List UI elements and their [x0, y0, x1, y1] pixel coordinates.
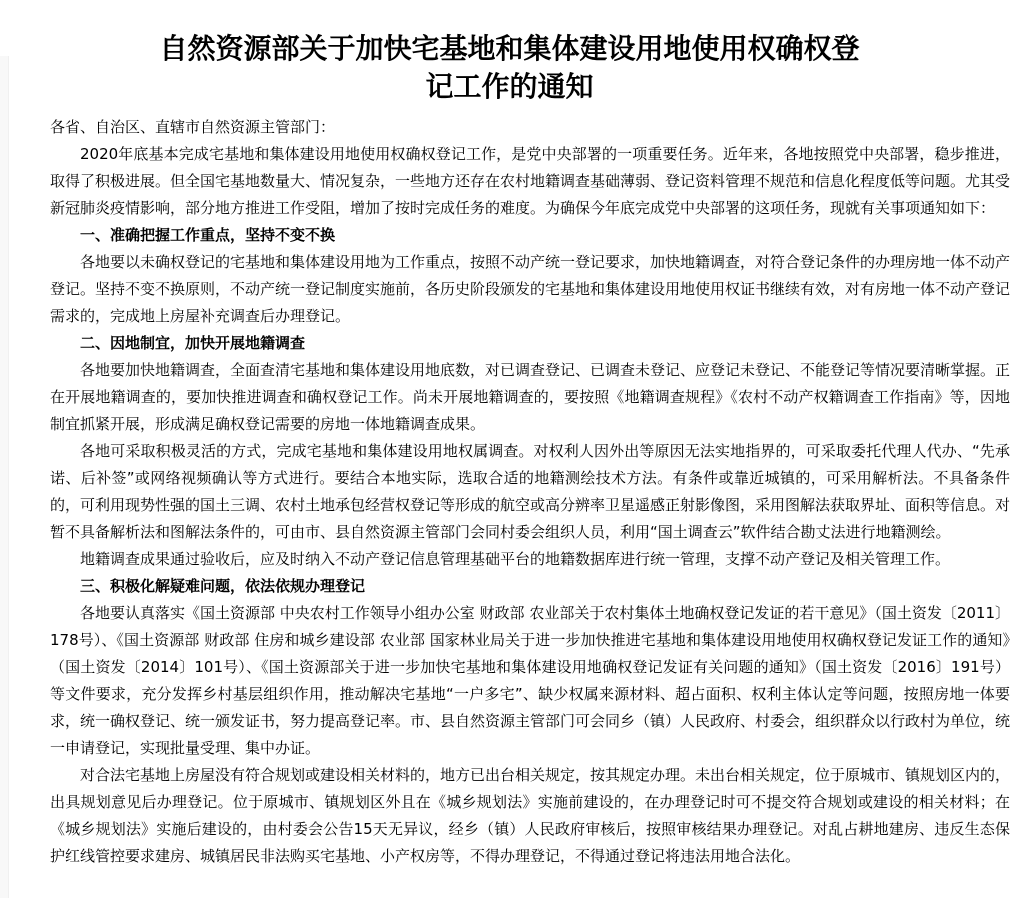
- body-paragraph: 地籍调查成果通过验收后，应及时纳入不动产登记信息管理基础平台的地籍数据库进行统一管理，支撑不动产登记及相关管理工作。: [80, 550, 951, 568]
- body-paragraph: 各地要以未确权登记的宅基地和集体建设用地为工作重点，按照不动产统一登记要求，加快地籍调查，对符合登记条件的办理房地一体不动产登记。坚持不变不换原则，不动产统一登记制度实施前，各历史阶段颁发的宅基地和集体建设用地使用权证书继续有效，对有房地一体不动产登记需求的，完成地上房屋补充调查后办理登记。: [50, 253, 1011, 325]
- document-blocks: [50, 141, 1010, 870]
- document-body: [50, 114, 1010, 870]
- section-heading: 三、积极化解疑难问题，依法依规办理登记: [80, 577, 366, 595]
- document-page: [0, 30, 1019, 870]
- section-heading: 二、因地制宜，加快开展地籍调查: [80, 334, 306, 352]
- document-title: 自然资源部关于加快宅基地和集体建设用地使用权确权登记工作的通知: [159, 32, 860, 103]
- body-paragraph: 各地可采取积极灵活的方式，完成宅基地和集体建设用地权属调查。对权利人因外出等原因无法实地指界的，可采取委托代理人代办、“先承诺、后补签”或网络视频确认等方式进行。要结合本地实际，选取合适的地籍测绘技术方法。有条件或靠近城镇的，可采用解析法。不具备条件的，可利用现势性强的国土三调、农村土地承包经营权登记等形成的航空或高分辨率卫星遥感正射影像图，采用图解法获取界址、面积等信息。对暂不具备解析法和图解法条件的，可由市、县自然资源主管部门会同村委会组织人员，利用“国土调查云”软件结合勘丈法进行地籍测绘。: [50, 442, 1011, 541]
- body-paragraph: 2020年底基本完成宅基地和集体建设用地使用权确权登记工作，是党中央部署的一项重要任务。近年来，各地按照党中央部署，稳步推进，取得了积极进展。但全国宅基地数量大、情况复杂，一些地方还存在农村地籍调查基础薄弱、登记资料管理不规范和信息化程度低等问题。尤其受新冠肺炎疫情影响，部分地方推进工作受阻，增加了按时完成任务的难度。为确保今年底完成党中央部署的这项任务，现就有关事项通知如下：: [50, 145, 1011, 217]
- body-paragraph: 各地要加快地籍调查，全面查清宅基地和集体建设用地底数，对已调查登记、已调查未登记、应登记未登记、不能登记等情况要清晰掌握。正在开展地籍调查的，要加快推进调查和确权登记工作。尚未开展地籍调查的，要按照《地籍调查规程》《农村不动产权籍调查工作指南》等，因地制宜抓紧开展，形成满足确权登记需要的房地一体地籍调查成果。: [50, 361, 1011, 433]
- page-left-edge: [0, 56, 9, 898]
- salutation: 各省、自治区、直辖市自然资源主管部门：: [50, 118, 336, 136]
- body-paragraph: 对合法宅基地上房屋没有符合规划或建设相关材料的，地方已出台相关规定，按其规定办理。未出台相关规定，位于原城市、镇规划区内的，出具规划意见后办理登记。位于原城市、镇规划区外且在《城乡规划法》实施前建设的，在办理登记时可不提交符合规划或建设的相关材料；在《城乡规划法》实施后建设的，由村委会公告15天无异议，经乡（镇）人民政府审核后，按照审核结果办理登记。对乱占耕地建房、违反生态保护红线管控要求建房、城镇居民非法购买宅基地、小产权房等，不得办理登记，不得通过登记将违法用地合法化。: [50, 766, 1011, 865]
- body-paragraph: 各地要认真落实《国土资源部 中央农村工作领导小组办公室 财政部 农业部关于农村集体土地确权登记发证的若干意见》（国土资发〔2011〕178号）、《国土资源部 财政部 住房和城乡建设部 农业部 国家林业局关于进一步加快推进宅基地和集体建设用地使用权确权登记发证工作的通知》（国土资发〔2014〕101号）、《国土资源部关于进一步加快宅基地和集体建设用地确权登记发证有关问题的通知》（国土资发〔2016〕191号）等文件要求，充分发挥乡村基层组织作用，推动解决宅基地“一户多宅”、缺少权属来源材料、超占面积、权利主体认定等问题，按照房地一体要求，统一确权登记、统一颁发证书，努力提高登记率。市、县自然资源主管部门可会同乡（镇）人民政府、村委会，组织群众以行政村为单位，统一申请登记，实现批量受理、集中办证。: [50, 604, 1011, 757]
- section-heading: 一、准确把握工作重点，坚持不变不换: [80, 226, 336, 244]
